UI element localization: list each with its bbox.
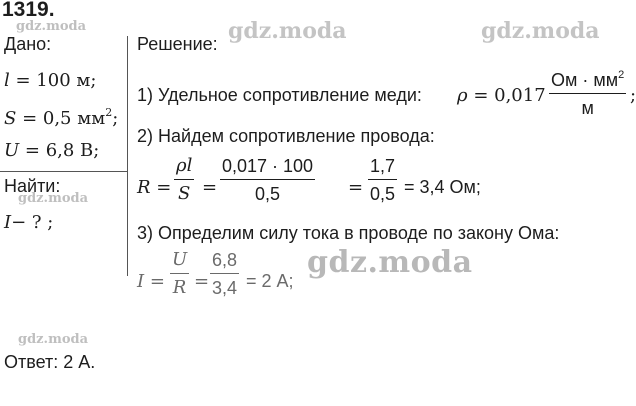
given-length	[4, 70, 96, 91]
resistance-symbol: R	[137, 177, 151, 198]
voltage-variable: U	[4, 140, 20, 161]
watermark: gdz.moda	[18, 191, 89, 206]
ohm-denominator: R	[172, 277, 187, 298]
step3-text: 3) Определим силу тока в проводе по закону Ома:	[137, 223, 560, 243]
current-symbol: I	[137, 271, 145, 292]
watermark: gdz.moda	[16, 19, 87, 34]
current-substitution-fraction	[210, 249, 239, 299]
given-voltage	[4, 140, 99, 161]
resistance-result: = 3,4 Ом;	[404, 177, 481, 197]
horizontal-divider	[0, 171, 127, 172]
resistance-simplified-fraction	[368, 155, 397, 205]
length-value: = 100 м;	[9, 70, 97, 91]
given-header: Дано:	[4, 34, 52, 54]
area-exponent: 2	[105, 106, 113, 119]
step1-text: 1) Удельное сопротивление меди:	[137, 85, 422, 105]
voltage-value: = 6,8 В;	[19, 140, 100, 161]
simplified-numerator: 1,7	[370, 156, 396, 176]
answer: Ответ: 2 А.	[4, 352, 96, 372]
resistance-formula-fraction	[174, 155, 194, 205]
rho-symbol: ρ	[457, 85, 468, 106]
vertical-divider	[127, 36, 128, 276]
watermark: gdz.moda	[228, 18, 347, 44]
step3-lhs	[137, 271, 165, 292]
resistivity-unit-fraction	[549, 64, 626, 119]
watermark: gdz.moda	[307, 245, 473, 280]
length-variable: l	[4, 70, 10, 91]
find-item	[4, 212, 53, 233]
simplified-denominator: 0,5	[370, 184, 396, 204]
solution-header: Решение:	[137, 34, 218, 54]
step2-lhs	[137, 177, 171, 198]
current-numerator: 6,8	[212, 250, 238, 270]
resistivity-unit-denominator: м	[581, 98, 594, 118]
resistivity-unit-numerator: Ом · $мм^2$	[551, 69, 625, 90]
equals-sign: =	[348, 177, 364, 198]
find-header: Найти:	[4, 176, 61, 196]
ohm-law-fraction	[170, 249, 189, 299]
watermark: gdz.moda	[481, 18, 600, 44]
equals-sign: =	[144, 271, 165, 292]
given-area	[4, 106, 118, 129]
watermark: gdz.moda	[18, 332, 89, 347]
substitution-denominator: 0,5	[255, 184, 281, 204]
formula-numerator: ρl	[176, 155, 193, 176]
problem-number: 1319.	[2, 0, 55, 21]
area-value: = 0,5 мм	[16, 108, 106, 129]
step2-text: 2) Найдем сопротивление провода:	[137, 126, 435, 146]
area-variable: S	[4, 108, 17, 129]
step1-formula	[457, 85, 546, 106]
equals-sign: =	[150, 177, 172, 198]
equals-sign: =	[202, 177, 218, 198]
step1-end: ;	[630, 85, 636, 106]
resistance-substitution-fraction	[220, 155, 315, 205]
formula-denominator: S	[178, 183, 191, 204]
current-unknown: − ? ;	[11, 212, 54, 233]
substitution-numerator: 0,017 · 100	[222, 156, 314, 176]
equals-sign: =	[194, 271, 210, 292]
rho-value: = 0,017	[467, 85, 546, 106]
area-end: ;	[112, 108, 119, 129]
ohm-numerator: U	[172, 249, 188, 270]
current-result: = 2 А;	[246, 271, 294, 291]
current-denominator: 3,4	[212, 278, 238, 298]
current-variable: I	[4, 212, 12, 233]
